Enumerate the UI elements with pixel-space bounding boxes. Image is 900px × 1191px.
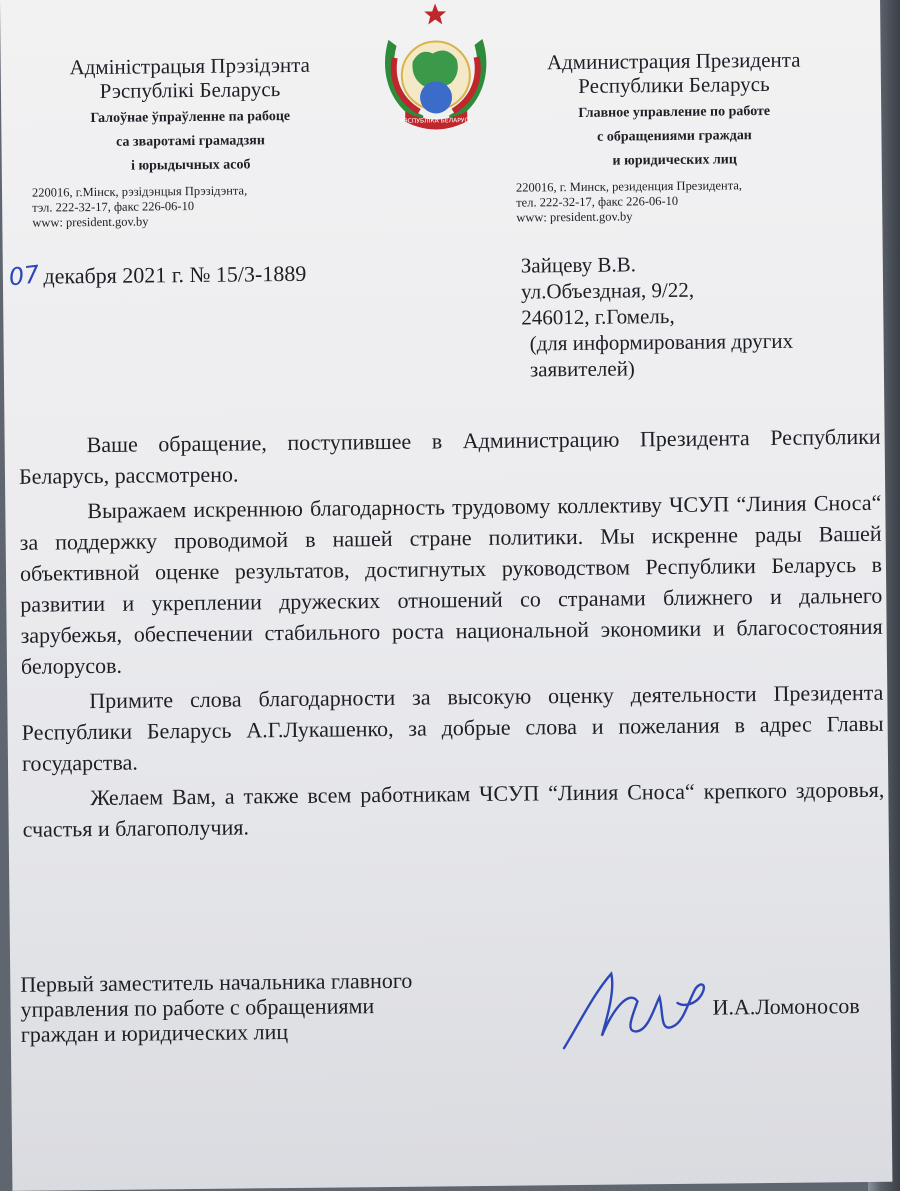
header-left-belarusian (25, 52, 357, 230)
letter-body (19, 421, 885, 849)
body-paragraph-1: Ваше обращение, поступившее в Администрацию Президента Республики Беларусь, рассмотрено. (18, 423, 881, 489)
address-line1: 220016, г.Мінск, рэзідэнцыя Прэзідэнта, (31, 183, 248, 200)
website-line: www: president.gov.by (516, 209, 633, 225)
phone-line: тэл. 222-32-17, факс 226-06-10 (32, 198, 195, 215)
org-name-line2: Рэспублікі Беларусь (99, 77, 281, 103)
signatory-title-line1: Первый заместитель начальника главного (20, 967, 413, 997)
dept-line2: с обращениями граждан (596, 128, 752, 145)
website-line: www: president.gov.by (32, 214, 149, 230)
emblem-banner-text: РЭСПУБЛІКА БЕЛАРУСЬ (399, 117, 473, 125)
state-emblem-icon (360, 0, 511, 140)
body-paragraph-4: Желаем Вам, а также всем работникам ЧСУП “Линия Сноса“ крепкого здоровья, счастья и благополучия. (22, 776, 885, 842)
handwritten-signature-icon (555, 951, 716, 1053)
signature-stroke (563, 973, 704, 1048)
letter-date-number (9, 259, 307, 290)
recipient-street: ул.Объездная, 9/22, (520, 277, 695, 304)
recipient-note-line1: (для информирования других (529, 328, 794, 356)
signatory-title (20, 966, 601, 1047)
header-address (510, 177, 840, 225)
recipient-note-line2: заявителей) (529, 356, 635, 382)
dept-line1: Главное управление по работе (578, 103, 771, 121)
signer-name: И.А.Ломоносов (712, 993, 860, 1020)
recipient-city: 246012, г.Гомель, (521, 303, 675, 330)
header-address (26, 182, 356, 230)
dept-line3: і юрыдычных асоб (130, 157, 251, 174)
header-right-russian (509, 47, 841, 225)
address-line1: 220016, г. Минск, резиденция Президента, (515, 178, 743, 195)
body-paragraph-2: Выражаем искреннюю благодарность трудовому коллективу ЧСУП “Линия Сноса“ за поддержку проводимой в нашей стране политики. Мы искренне рады Вашей объективной оценке результатов, достигнутых руководством Республики Беларусь в развитии и укреплении дружеских отношений со странами ближнего и дальнего зарубежья, обеспечении стабильного роста национальной экономики и благосостояния белорусов. (19, 489, 883, 679)
org-name-line2: Республики Беларусь (578, 71, 770, 98)
phone-line: тел. 222-32-17, факс 226-06-10 (516, 193, 679, 210)
org-name-line1: Адміністрацыя Прэзідэнта (69, 52, 311, 80)
signatory-title-line2: управления по работе с обращениями (20, 993, 375, 1022)
emblem-star (424, 3, 446, 24)
recipient-block (521, 250, 794, 383)
dept-line3: и юридических лиц (612, 152, 737, 169)
org-name-line1: Администрация Президента (546, 47, 801, 75)
body-paragraph-3: Примите слова благодарности за высокую оценку деятельности Президента Республики Беларусь А.Г.Лукашенко, за добрые слова и пожелания в адрес Главы государства. (21, 679, 884, 776)
recipient-name: Зайцеву В.В. (520, 252, 637, 278)
signatory-title-line3: граждан и юридических лиц (20, 1019, 289, 1047)
dept-line2: са зваротамі грамадзян (116, 133, 265, 150)
handwritten-day: 07 (7, 260, 41, 292)
date-and-reference-number: декабря 2021 г. № 15/3-1889 (43, 260, 307, 289)
dept-line1: Галоўнае ўпраўленне па рабоце (90, 108, 291, 127)
